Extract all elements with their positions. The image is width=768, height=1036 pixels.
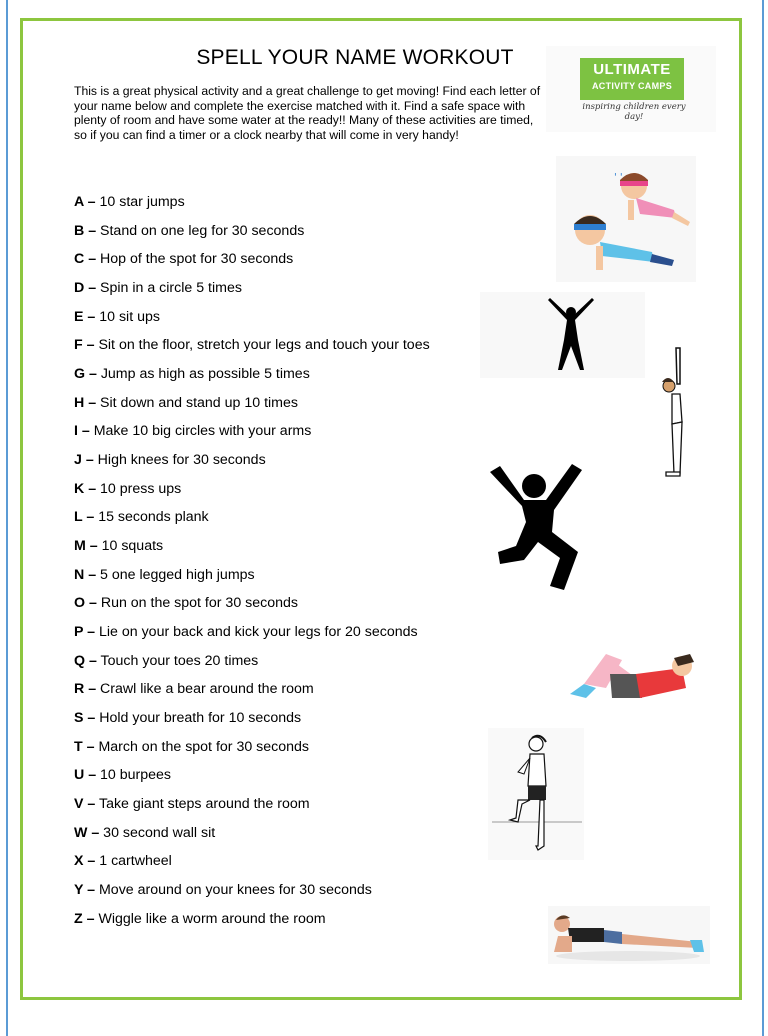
exercise-letter: K –	[74, 480, 97, 497]
exercise-letter: M –	[74, 538, 98, 555]
exercise-letter: B –	[74, 222, 97, 239]
exercise-text: Take giant steps around the room	[95, 796, 310, 813]
exercise-letter: J –	[74, 452, 94, 469]
exercise-text: 10 squats	[97, 538, 164, 555]
exercise-item	[74, 450, 430, 479]
exercise-item	[74, 851, 430, 880]
exercise-item	[74, 507, 430, 536]
exercise-text: 15 seconds plank	[94, 509, 209, 526]
exercise-item	[74, 249, 430, 278]
exercise-item	[74, 737, 430, 766]
standing-stretch-illustration	[650, 344, 694, 478]
exercise-letter: G –	[74, 366, 97, 383]
exercise-text: Lie on your back and kick your legs for 20 seconds	[95, 624, 418, 641]
exercise-text: Sit on the floor, stretch your legs and touch your toes	[94, 337, 430, 354]
exercise-letter: H –	[74, 394, 97, 411]
exercise-list	[74, 192, 430, 937]
exercise-text: Hop of the spot for 30 seconds	[96, 251, 294, 268]
exercise-item	[74, 364, 430, 393]
exercise-letter: X –	[74, 853, 96, 870]
exercise-text: High knees for 30 seconds	[93, 452, 266, 469]
exercise-item	[74, 909, 430, 938]
exercise-item	[74, 307, 430, 336]
exercise-text: Wiggle like a worm around the room	[94, 910, 326, 927]
page-title: SPELL YOUR NAME WORKOUT	[196, 46, 514, 69]
exercise-letter: O –	[74, 595, 97, 612]
exercise-item	[74, 565, 430, 594]
exercise-text: Move around on your knees for 30 seconds	[95, 882, 372, 899]
exercise-letter: R –	[74, 681, 97, 698]
intro-paragraph: This is a great physical activity and a great challenge to get moving! Find each letter of your name below and complete the exercise matched with it. Find a safe space with plenty of room and have some water at the ready!! Many of these activities are timed, so if you can find a timer or a clock nearby that will come in very handy!	[74, 84, 541, 142]
exercise-text: 5 one legged high jumps	[96, 566, 255, 583]
exercise-letter: F –	[74, 337, 95, 354]
exercise-letter: Z –	[74, 910, 95, 927]
exercise-letter: Q –	[74, 652, 97, 669]
exercise-item	[74, 823, 430, 852]
exercise-letter: I –	[74, 423, 90, 440]
exercise-text: 10 sit ups	[95, 308, 160, 325]
exercise-letter: U –	[74, 767, 97, 784]
kids-press-ups-illustration	[556, 156, 696, 282]
exercise-letter: T –	[74, 738, 95, 755]
exercise-text: 10 burpees	[96, 767, 172, 784]
exercise-letter: A –	[74, 194, 96, 210]
exercise-text: Spin in a circle 5 times	[96, 280, 242, 297]
exercise-item	[74, 765, 430, 794]
exercise-item	[74, 651, 430, 680]
exercise-text: Make 10 big circles with your arms	[89, 423, 312, 440]
exercise-item	[74, 794, 430, 823]
exercise-text: 10 press ups	[96, 480, 182, 497]
exercise-letter: N –	[74, 566, 97, 583]
star-jump-silhouette-icon	[480, 292, 645, 378]
exercise-text: Run on the spot for 30 seconds	[96, 595, 298, 612]
exercise-item	[74, 221, 430, 250]
exercise-text: Jump as high as possible 5 times	[96, 366, 310, 383]
exercise-text: 1 cartwheel	[95, 853, 172, 870]
ultimate-activity-camps-logo	[546, 46, 716, 132]
exercise-item	[74, 880, 430, 909]
jumping-silhouette-icon	[486, 460, 586, 596]
exercise-text: Touch your toes 20 times	[96, 652, 259, 669]
exercise-text: Crawl like a bear around the room	[96, 681, 314, 698]
plank-illustration	[548, 906, 710, 964]
exercise-item	[74, 479, 430, 508]
exercise-letter: L –	[74, 509, 95, 526]
exercise-letter: S –	[74, 710, 96, 727]
logo-line2: ACTIVITY CAMPS	[591, 81, 673, 91]
exercise-text: 30 second wall sit	[99, 824, 216, 841]
exercise-item	[74, 192, 430, 221]
exercise-letter: E –	[74, 308, 96, 325]
logo-tagline: inspiring children every day!	[582, 102, 686, 122]
exercise-item	[74, 679, 430, 708]
exercise-letter: V –	[74, 796, 96, 813]
logo-box	[580, 58, 684, 100]
exercise-text: Stand on one leg for 30 seconds	[96, 222, 305, 239]
exercise-item	[74, 708, 430, 737]
exercise-letter: C –	[74, 251, 97, 268]
exercise-item	[74, 335, 430, 364]
exercise-text: Sit down and stand up 10 times	[96, 394, 298, 411]
exercise-item	[74, 593, 430, 622]
exercise-text: March on the spot for 30 seconds	[94, 738, 310, 755]
exercise-letter: Y –	[74, 882, 96, 899]
exercise-letter: P –	[74, 624, 96, 641]
lying-kick-illustration	[566, 644, 698, 702]
exercise-item	[74, 393, 430, 422]
exercise-text: Hold your breath for 10 seconds	[95, 710, 302, 727]
marching-illustration	[488, 728, 584, 860]
exercise-text: 10 star jumps	[95, 194, 185, 210]
exercise-item	[74, 622, 430, 651]
exercise-item	[74, 278, 430, 307]
exercise-item	[74, 421, 430, 450]
logo-line1: ULTIMATE	[593, 61, 671, 78]
exercise-letter: W –	[74, 824, 100, 841]
svg-text:' ': ' '	[614, 172, 623, 183]
exercise-item	[74, 536, 430, 565]
exercise-letter: D –	[74, 280, 97, 297]
